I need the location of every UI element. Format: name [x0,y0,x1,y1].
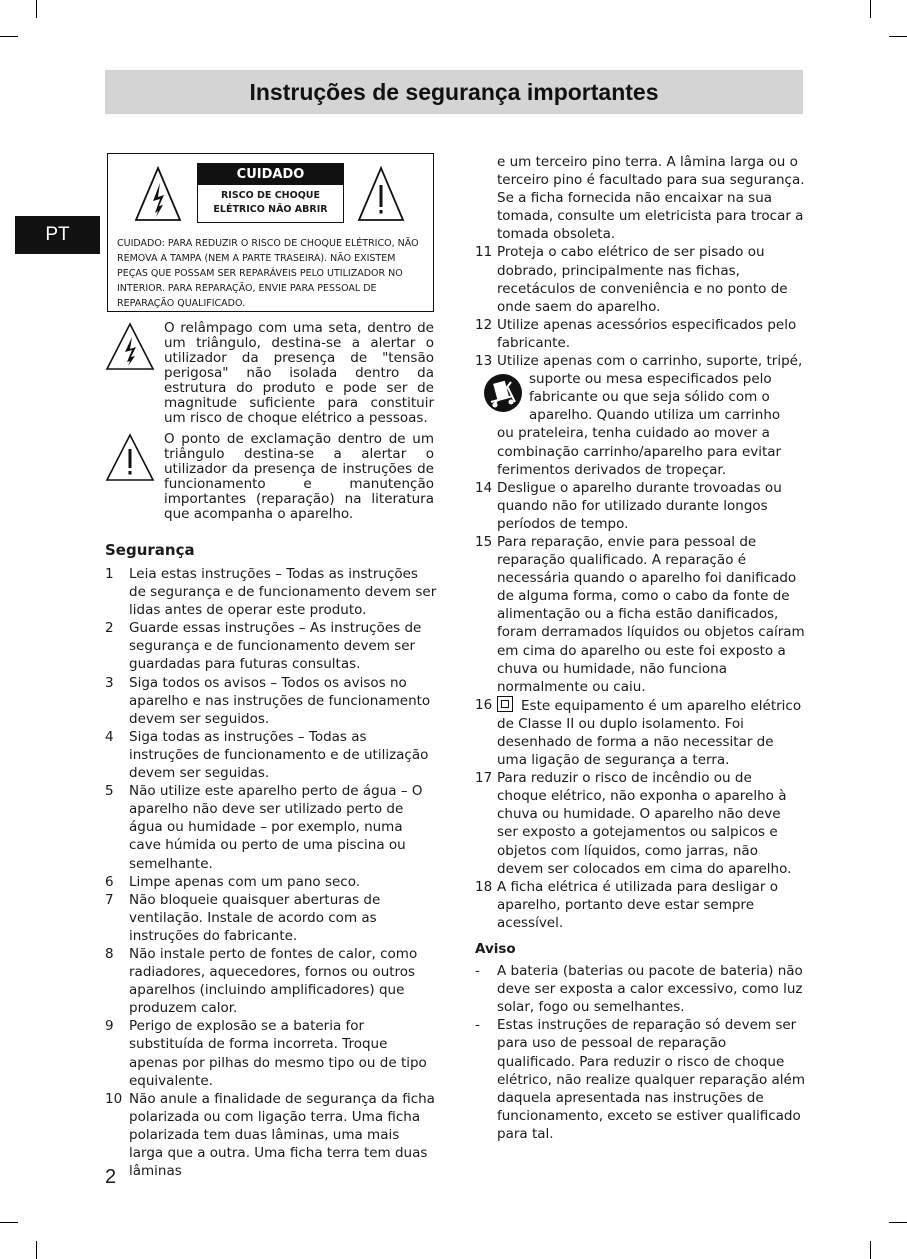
list-item [475,769,805,878]
crop-mark [0,1222,18,1223]
list-item [475,1016,805,1143]
item-text: Estas instruções de reparação só devem ser para uso de pessoal de reparação qualificado. Para reduzir o risco de choque elétrico, não realize qualquer reparação além daquela apresentada nas instruções de funcionamento, exceto se estiver qualificado para tal. [497,1017,805,1142]
item-text: A bateria (baterias ou pacote de bateria) não deve ser exposta a calor excessivo, como luz solar, fogo ou semelhantes. [497,963,803,1016]
safety-heading: Segurança [105,541,195,559]
item-number: 3 [105,674,114,691]
list-item [105,728,437,782]
item-text: Não utilize este aparelho perto de água – O aparelho não deve ser utilizado perto de água ou humidade – por exemplo, numa cave húmida ou perto de uma piscina ou semelhante. [129,783,423,872]
warning-heading: Aviso [475,941,516,958]
item-text: Utilize apenas acessórios especificados pelo fabricante. [497,316,797,351]
list-item [475,352,805,479]
lightning-triangle-icon [133,165,183,223]
crop-mark [36,1241,37,1259]
crop-mark [0,36,18,37]
safety-section-left [105,540,437,1180]
crop-mark [889,1222,907,1223]
list-item [475,479,805,533]
item-text: Desligue o aparelho durante trovoadas ou quando não for utilizado durante longos períodos de tempo. [497,479,782,532]
item-text: Não instale perto de fontes de calor, como radiadores, aquecedores, fornos ou outros aparelhos (incluindo amplificadores) que produzem calor. [129,945,418,1017]
title-bar [105,70,803,114]
item-text: Siga todos os avisos – Todos os avisos no aparelho e nas instruções de funcionamento devem ser seguidos. [129,674,431,727]
item-text: Leia estas instruções – Todas as instruções de segurança e de funcionamento devem ser lidas antes de operar este produto. [129,566,437,619]
caution-box [107,153,434,312]
item-number: 5 [105,783,114,800]
item-number: 13 [475,353,493,370]
item-number: 6 [105,873,114,890]
lightning-triangle-icon [104,321,156,373]
list-item [475,962,805,1016]
list-item [105,674,437,728]
bullet: - [475,1017,480,1034]
item-text: ou prateleira, tenha cuidado ao mover a combinação carrinho/aparelho para evitar ferimentos derivados de tropeçar. [497,425,782,478]
page-number: 2 [105,1166,117,1188]
exclamation-symbol-description: O ponto de exclamação dentro de um triângulo destina-se a alertar o utilizador da presença de instruções de funcionamento e manutenção importantes (reparação) na literatura que acompanha o aparelho. [164,431,434,522]
exclamation-triangle-icon [356,165,406,223]
crop-mark [36,0,37,18]
page-title: Instruções de segurança importantes [249,79,659,105]
caution-heading: CUIDADO [198,164,343,185]
list-item [105,891,437,945]
item-text: Para reduzir o risco de incêndio ou de choque elétrico, não exponha o aparelho à chuva ou humidade. O aparelho não deve ser exposto a gotejamentos ou salpicos e objetos com líquidos, como jarras, não devem ser colocados em cima do aparelho. [497,770,792,877]
caution-subtitle-line1: RISCO DE CHOQUE [220,190,320,201]
item-text: Limpe apenas com um pano seco. [129,873,361,890]
item-number: 4 [105,728,114,745]
list-item [105,619,437,673]
crop-mark [870,1241,871,1259]
double-insulation-icon [497,696,513,712]
list-item [105,782,437,872]
list-item [475,878,805,932]
item-number: 12 [475,316,493,333]
item-number: 18 [475,878,493,895]
item-text: Este equipamento é um aparelho elétrico de Classe II ou duplo isolamento. Foi desenhado de forma a não necessitar de uma ligação de segurança a terra. [497,697,802,769]
crop-mark [889,36,907,37]
item-number: 9 [105,1018,114,1035]
item-number: 1 [105,566,114,582]
item-text: A ficha elétrica é utilizada para desligar o aparelho, portanto deve estar sempre acessível. [497,878,779,931]
cart-warning-icon [483,372,523,414]
item-text: Não anule a finalidade de segurança da ficha polarizada ou com ligação terra. Uma ficha polarizada tem duas lâminas, uma mais larga que a outra. Uma ficha terra tem duas lâminas [129,1090,435,1180]
item-number: 11 [475,244,493,261]
item-number: 2 [105,620,114,637]
caution-subtitle-line2: ELÉTRICO NÃO ABRIR [213,204,328,215]
item-number: 14 [475,479,493,496]
item-text: Proteja o cabo elétrico de ser pisado ou dobrado, principalmente nas fichas, recetáculos de conveniência e no ponto de onde saem do aparelho. [497,244,788,315]
list-item [475,533,805,696]
bullet: - [475,963,480,980]
list-item [475,316,805,352]
item-number: 10 [105,1090,123,1107]
item-number: 16 [475,696,493,713]
item-text: suporte ou mesa especificados pelo fabricante ou que seja sólido com o aparelho. Quando utiliza um carrinho [529,371,781,424]
list-item [105,1090,437,1180]
list-item [105,1017,437,1089]
list-item [105,565,437,619]
item-number: 8 [105,945,114,962]
caution-text: CUIDADO: PARA REDUZIR O RISCO DE CHOQUE ELÉTRICO, NÃO REMOVA A TAMPA (NEM A PARTE TRASEIRA). NÃO EXISTEM PEÇAS QUE POSSAM SER REPARÁVEIS PELO UTILIZADOR NO INTERIOR. PARA REPARAÇÃO, ENVIE PARA PESSOAL DE REPARAÇÃO QUALIFICADO. [117,238,419,309]
item-text: Guarde essas instruções – As instruções de segurança e de funcionamento devem ser guardadas para futuras consultas. [129,620,422,673]
item-number: 15 [475,533,493,550]
item-text: Não bloqueie quaisquer aberturas de ventilação. Instale de acordo com as instruções do fabricante. [129,891,381,944]
list-item [105,873,437,891]
list-item [475,696,805,769]
item-text: Perigo de explosão se a bateria for substituída de forma incorreta. Troque apenas por pilhas do mesmo tipo ou de tipo equivalente. [129,1018,427,1089]
item-10-continued: e um terceiro pino terra. A lâmina larga ou o terceiro pino é facultado para sua segurança. Se a ficha fornecida não encaixar na sua tomada, consulte um eletricista para trocar a tomada obsoleta. [497,154,805,243]
list-item [105,945,437,1017]
list-item [475,243,805,315]
item-number: 17 [475,770,493,787]
item-text: Para reparação, envie para pessoal de reparação qualificado. A reparação é necessária quando o aparelho foi danificado de alguma forma, como o cabo da fonte de alimentação ou a ficha estão danificados, foram derramados líquidos ou objetos caíram em cima do aparelho ou este foi exposto a chuva ou humidade, não funciona normalmente ou caiu. [497,533,805,695]
item-text: Utilize apenas com o carrinho, suporte, tripé, [497,353,803,370]
lightning-symbol-description: O relâmpago com uma seta, dentro de um triângulo, destina-se a alertar o utilizador da presença de "tensão perigosa" não isolada dentro da estrutura do produto e pode ser de magnitude suficiente para constituir um risco de choque elétrico a pessoas. [164,320,434,426]
exclamation-triangle-icon [104,432,156,484]
language-tab: PT [15,216,100,254]
crop-mark [870,0,871,18]
caution-subtitle [198,185,343,217]
item-text: Siga todas as instruções – Todas as instruções de funcionamento e de utilização devem ser seguidas. [129,728,429,782]
safety-section-right [475,153,805,1143]
caution-label [197,163,344,223]
item-number: 7 [105,891,114,908]
